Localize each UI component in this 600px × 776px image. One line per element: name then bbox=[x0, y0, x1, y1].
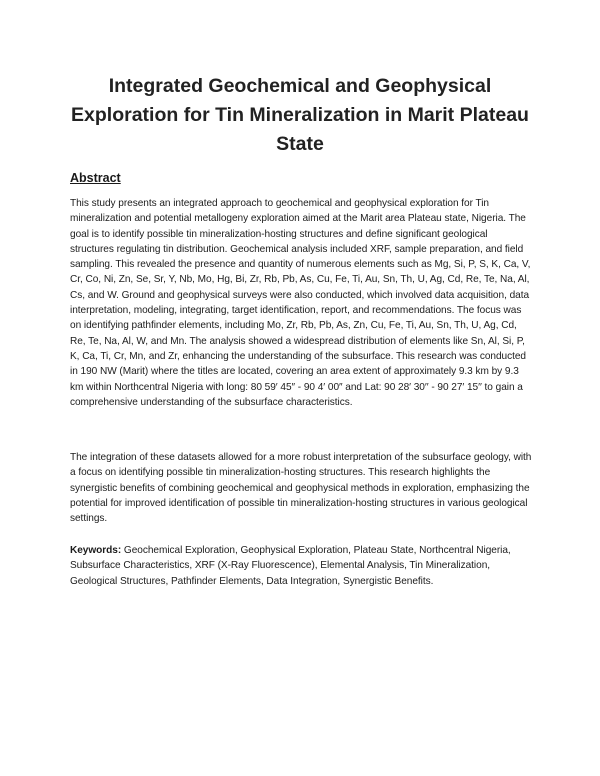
abstract-heading: Abstract bbox=[70, 171, 121, 185]
abstract-paragraph-2: The integration of these datasets allowed for a more robust interpretation of the subsurface geology, with a focus on identifying possible tin mineralization-hosting structures. This research highlights the synergistic benefits of combining geochemical and geophysical methods in exploration, emphasizing the potential for improved identification of possible tin mineralization-hosting structures in various geological settings. bbox=[70, 452, 532, 525]
paper-title: Integrated Geochemical and Geophysical Exploration for Tin Mineralization in Marit Plateau State bbox=[71, 75, 529, 155]
keywords-text: Geochemical Exploration, Geophysical Exploration, Plateau State, Northcentral Nigeria, Subsurface Characteristics, XRF (X-Ray Fluorescence), Elemental Analysis, Tin Mineralization, Geological Structures, Pathfinder Elements, Data Integration, Synergistic Benefits. bbox=[70, 545, 511, 587]
keywords-paragraph bbox=[70, 543, 534, 589]
keywords-label: Keywords: bbox=[70, 545, 122, 556]
abstract-paragraph-1: This study presents an integrated approach to geochemical and geophysical exploration for Tin mineralization and potential metallogeny exploration aimed at the Marit area Plateau state, Nigeria. The goal is to identify possible tin mineralization-hosting structures and define significant geological structures regulating tin distribution. Geochemical analysis included XRF, sample preparation, and field sampling. This revealed the presence and quantity of numerous elements such as Mg, Si, P, S, K, Ca, V, Cr, Co, Ni, Zn, Se, Sr, Y, Nb, Mo, Hg, Bi, Zr, Rb, Pb, As, Cu, Fe, Ti, Au, Sn, Th, U, Ag, Cd, Re, Te, Na, Al, Cs, and W. Ground and geophysical surveys were also conducted, which involved data acquisition, data interpretation, modeling, integrating, target identification, report, and recommendations. The focus was on identifying pathfinder elements, including Mo, Zr, Rb, Pb, As, Zn, Cu, Fe, Ti, Au, Sn, Th, U, Ag, Cd, Re, Te, Na, Al, W, and Mn. The analysis showed a widespread distribution of elements like Sn, Al, Si, P, K, Ca, Ti, Cr, Mn, and Zr, enhancing the understanding of the subsurface. This research was conducted in 190 NW (Marit) where the titles are located, covering an area extent of approximately 9.3 km by 9.3 km within Northcentral Nigeria with long: 80 59′ 45″ - 90 4′ 00″ and Lat: 90 28′ 30′′ - 90 27′ 15′′ to gain a comprehensive understanding of the subsurface characteristics. bbox=[70, 198, 531, 408]
